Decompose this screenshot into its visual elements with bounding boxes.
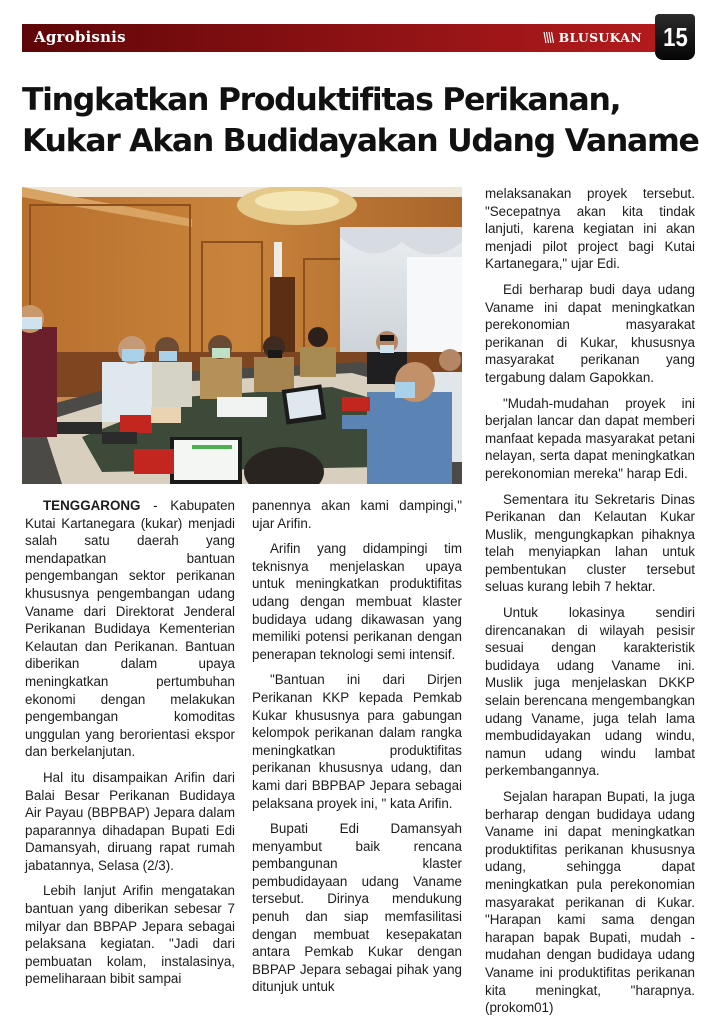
article-paragraph: panennya akan kami dampingi," ujar Arifin. xyxy=(252,498,462,531)
article-column-3 xyxy=(485,185,695,1024)
article-headline xyxy=(22,80,702,162)
meeting-room-photo xyxy=(22,187,462,484)
article-paragraph: Arifin yang didampingi tim teknisnya menjelaskan upaya untuk meningkatkan produktifitas udang dengan membuat klaster budidaya udang dikawasan yang memiliki potensi perikanan dengan penerapan teknologi semi intensif. xyxy=(252,541,462,662)
article-paragraph: Lebih lanjut Arifin mengatakan bantuan yang diberikan sebesar 7 milyar dan BBPAP Jepara sebagai pelaksana kegiatan. "Jadi dari pembuatan kolam, instalasinya, pemeliharaan bibit sampai xyxy=(25,883,235,987)
section-header-bar xyxy=(22,24,658,52)
dateline: TENGGARONG xyxy=(43,498,141,513)
brand-label: BLUSUKAN xyxy=(558,30,642,45)
article-paragraph: Bupati Edi Damansyah menyambut baik rencana pembangunan klaster pembudidayaan udang Vaname tersebut. Dirinya mendukung penuh dan siap memfasilitasi dengan membuat kesepakatan antara Pemkab Kukar dengan BBPAP Jepara sebagai pihak yang ditunjuk untuk xyxy=(252,821,462,995)
article-column-1 xyxy=(25,497,235,996)
article-paragraph: TENGGARONG - Kabupaten Kutai Kartanegara (kukar) menjadi salah satu daerah yang mendapatkan bantuan pengembangan sektor perikanan khususnya pengembangan udang Vaname dari Direktorat Jenderal Perikanan Budidaya Kementerian Kelautan dan Perikanan. Bantuan diberikan dalam upaya meningkatkan pertumbuhan ekonomi dengan melakukan pengembangan komoditas unggulan yang berorientasi ekspor dan berkelanjutan. xyxy=(25,498,235,760)
article-paragraph: melaksanakan proyek tersebut. "Secepatnya akan kita tindak lanjuti, karena kegiatan ini akan menjadi pilot project bagi Kutai Kartanegara," ujar Edi. xyxy=(485,186,695,272)
headline-line-1: Tingkatkan Produktifitas Perikanan, xyxy=(22,82,621,118)
article-photo xyxy=(22,187,462,484)
headline-line-2: Kukar Akan Budidayakan Udang Vaname xyxy=(22,123,699,159)
article-paragraph: Sementara itu Sekretaris Dinas Perikanan dan Kelautan Kukar Muslik, mengungkapkan pihaknya telah menyiapkan lahan untuk pembentukan cluster tersebut seluas kurang lebih 7 hektar. xyxy=(485,491,695,595)
page-number-badge xyxy=(655,14,695,60)
article-paragraph: "Bantuan ini dari Dirjen Perikanan KKP kepada Pemkab Kukar khususnya para gabungan kelompok perikanan dalam rangka meningkatkan produktifitas perikanan khususnya udang, dan kami dari BBPBAP Jepara sebagai pelaksana proyek ini, " kata Arifin. xyxy=(252,672,462,811)
diagonal-stripes-icon xyxy=(543,31,555,44)
article-paragraph: Hal itu disampaikan Arifin dari Balai Besar Perikanan Budidaya Air Payau (BBPBAP) Jepara dalam paparannya dihadapan Bupati Edi Damansyah, diruang rapat rumah jabatannya, Selasa (2/3). xyxy=(25,769,235,873)
section-label: Agrobisnis xyxy=(34,28,126,46)
article-paragraph: Untuk lokasinya sendiri direncanakan di wilayah pesisir sesuai dengan karakteristik budidaya udang Vaname ini. Muslik juga menjelaskan DKKP selain berencana mengembangkan udang Vaname, juga telah lama membudidayakan udang windu, namun udang windu lambat perkembangannya. xyxy=(485,605,695,779)
page-number: 15 xyxy=(662,21,688,52)
article-column-2 xyxy=(252,497,462,1004)
brand xyxy=(543,30,642,45)
article-paragraph: "Mudah-mudahan proyek ini berjalan lancar dan dapat memberi manfaat kepada masyarakat petani nelayan, serta dapat meningkatkan perekonomian mereka" harap Edi. xyxy=(485,395,695,481)
article-paragraph: Edi berharap budi daya udang Vaname ini dapat meningkatkan perekonomian masyarakat perikanan di Kukar, khususnya masyarakat perikanan yang tergabung dalam Gapokkan. xyxy=(485,281,695,385)
article-paragraph: Sejalan harapan Bupati, Ia juga berharap dengan budidaya udang Vaname ini dapat meningkatkan produktifitas perikanan khususnya udang, sehingga dapat meningkatkan pula perekonomian masyarakat perikanan di Kukar. "Harapan kami sama dengan harapan bapak Bupati, mudah - mudahan dengan budidaya udang Vaname ini produktifitas perikanan kita meningkat, "harapnya. (prokom01) xyxy=(485,789,695,1016)
